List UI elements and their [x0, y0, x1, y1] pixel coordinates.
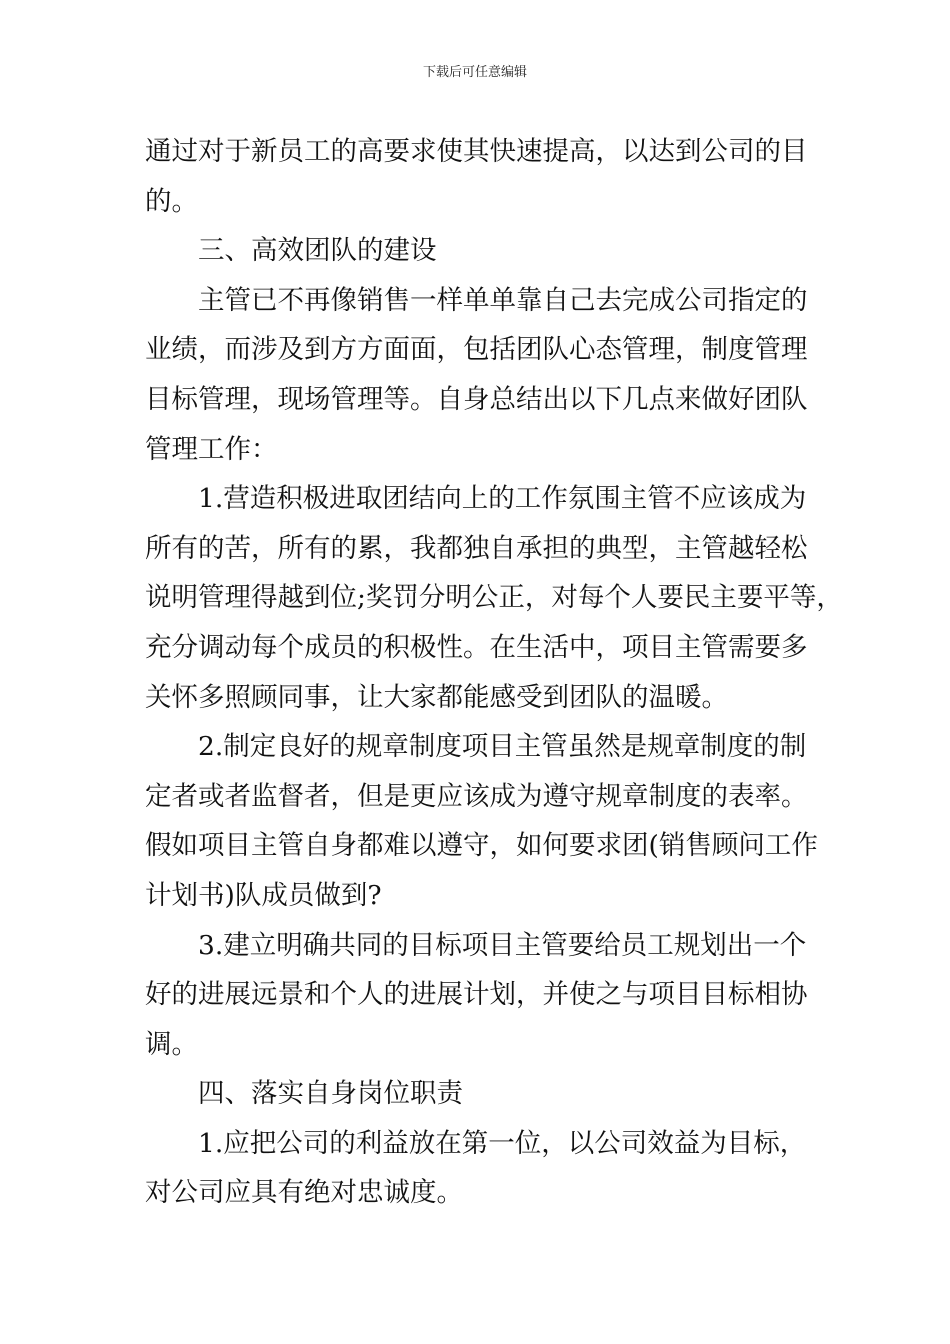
text-line: 说明管理得越到位;奖罚分明公正，对每个人要民主要平等， [145, 582, 843, 614]
section-heading-three [145, 226, 805, 276]
text-line: 2.制定良好的规章制度项目主管虽然是规章制度的制 [198, 731, 807, 763]
page-header: 下载后可任意编辑 [422, 65, 527, 80]
section-heading-four [145, 1069, 805, 1119]
text-line: 3.建立明确共同的目标项目主管要给员工规划出一个 [198, 929, 807, 961]
text-line: 三、高效团队的建设 [198, 235, 437, 267]
text-line: 好的进展远景和个人的进展计划，并使之与项目目标相协 [145, 979, 808, 1011]
document-body [145, 127, 843, 1218]
paragraph [145, 276, 808, 474]
text-line: 调。 [145, 1028, 198, 1060]
text-line: 主管已不再像销售一样单单靠自己去完成公司指定的 [198, 284, 808, 316]
list-item-3 [145, 921, 808, 1070]
text-line: 计划书)队成员做到? [145, 879, 382, 911]
text-line: 业绩，而涉及到方方面面，包括团队心态管理，制度管理 [145, 334, 808, 366]
text-line: 1.营造积极进取团结向上的工作氛围主管不应该成为 [198, 483, 807, 515]
text-line: 关怀多照顾同事，让大家都能感受到团队的温暖。 [145, 681, 728, 713]
list-item-1 [145, 474, 843, 722]
text-line: 目标管理，现场管理等。自身总结出以下几点来做好团队 [145, 383, 808, 415]
text-line: 对公司应具有绝对忠诚度。 [145, 1177, 463, 1209]
text-line: 充分调动每个成员的积极性。在生活中，项目主管需要多 [145, 631, 808, 663]
list-item-2 [145, 722, 818, 920]
list-item-duty-1 [145, 1119, 805, 1218]
text-line: 定者或者监督者，但是更应该成为遵守规章制度的表率。 [145, 780, 808, 812]
text-line: 1.应把公司的利益放在第一位，以公司效益为目标， [198, 1127, 807, 1159]
text-line: 通过对于新员工的高要求使其快速提高，以达到公司的目 [145, 136, 808, 167]
text-line: 所有的苦，所有的累，我都独自承担的典型，主管越轻松 [145, 532, 808, 564]
paragraph [145, 127, 808, 226]
text-line: 管理工作： [145, 433, 278, 465]
text-line: 的。 [145, 185, 198, 217]
text-line: 四、落实自身岗位职责 [198, 1078, 463, 1110]
text-line: 假如项目主管自身都难以遵守，如何要求团(销售顾问工作 [145, 830, 818, 862]
